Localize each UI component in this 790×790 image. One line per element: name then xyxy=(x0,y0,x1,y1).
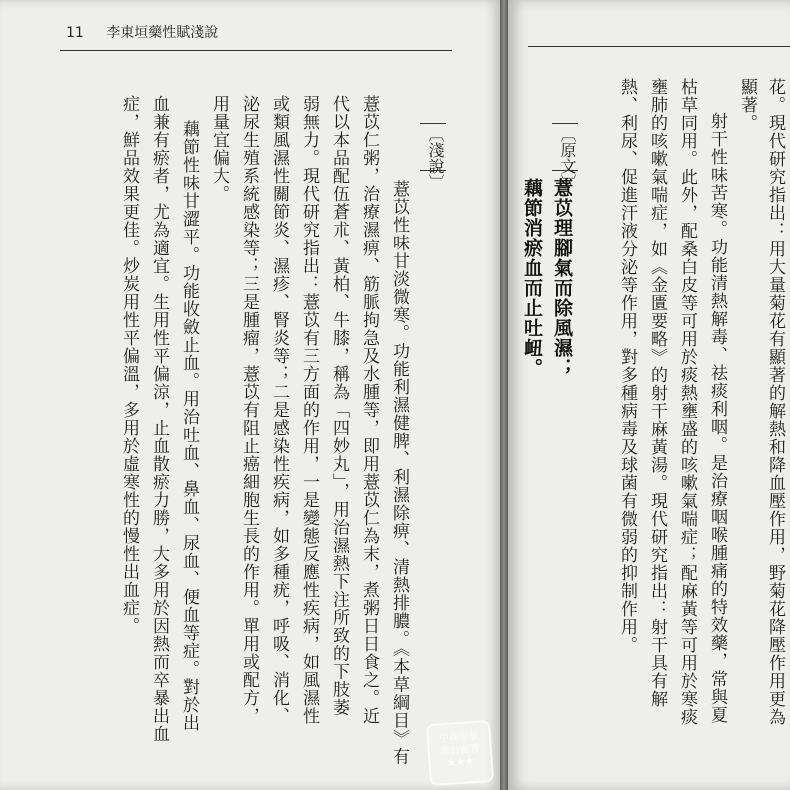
text-column: 代以本品配伍蒼朮、黃柏、牛膝，稱為「四妙丸」，用治濕熱下注所致的下肢萎 xyxy=(329,95,349,717)
header-rule xyxy=(60,50,452,51)
text-column: 薏苡仁粥，治療濕痹、筋脈拘急及水腫等，即用薏苡仁為末，煮粥日日食之。近 xyxy=(359,95,379,725)
original-tag: 〔原文〕 xyxy=(558,126,577,190)
text-column: 枯草同用。此外，配桑白皮等可用於痰熱壅盛的咳嗽氣喘症；配麻黃等可用於寒痰 xyxy=(677,78,697,726)
book-gutter xyxy=(500,0,508,790)
header-rule xyxy=(528,46,790,47)
right-page xyxy=(508,0,790,790)
text-column: 用量宜偏大。 xyxy=(209,95,229,203)
text-column: 藕節性味甘澀平。功能收斂止血。用治吐血、鼻血、尿血、便血等症。對於出 xyxy=(179,120,199,732)
text-column: 或類風濕性關節炎、濕疹、腎炎等；二是感染性疾病，如多種疣，呼吸、消化、 xyxy=(269,95,289,725)
text-column: 花。現代研究指出：用大量菊花有顯著的解熱和降血壓作用，野菊花降壓作用更為 xyxy=(765,78,785,726)
text-column: 薏苡性味甘淡微寒。功能利濕健脾、利濕除痹、清熱排膿。《本草綱目》有 xyxy=(389,180,409,766)
original-text-line: 藕節消瘀血而止吐衄。 xyxy=(521,178,543,378)
running-head xyxy=(66,22,218,42)
text-column: 顯著。 xyxy=(737,78,757,132)
text-column: 弱無力。現代研究指出：薏苡有三方面的作用，一是變態反應性疾病，如風濕性 xyxy=(299,95,319,725)
text-column: 血兼有瘀者，尤為適宜。生用性平偏涼，止血散瘀力勝，大多用於因熱而卒暴出血 xyxy=(149,95,169,743)
book-title: 李東垣藥性賦淺說 xyxy=(106,25,219,41)
original-text-line: 薏苡理腳氣而除風濕； xyxy=(551,178,573,378)
text-column: 泌尿生殖系統感染等；三是腫瘤，薏苡有阻止癌細胞生長的作用。單用或配方， xyxy=(239,95,259,725)
page-number: 11 xyxy=(66,25,84,41)
watermark-stamp: 中商原版 港台圖書 ★★★ xyxy=(426,720,494,786)
text-column: 熱、利尿、促進汗液分泌等作用，對多種病毒及球菌有微弱的抑制作用。 xyxy=(617,78,637,654)
text-column: 射干性味苦寒。功能清熱解毒、祛痰利咽。是治療咽喉腫痛的特效藥，常與夏 xyxy=(707,112,727,724)
section-tag: 〔淺說〕 xyxy=(426,126,445,190)
text-column: 壅肺的咳嗽氣喘症，如《金匱要略》的射干麻黃湯。現代研究指出：射干具有解 xyxy=(647,78,667,708)
text-column: 症，鮮品效果更佳。炒炭用性平偏溫，多用於虛寒性的慢性出血症。 xyxy=(119,95,139,635)
